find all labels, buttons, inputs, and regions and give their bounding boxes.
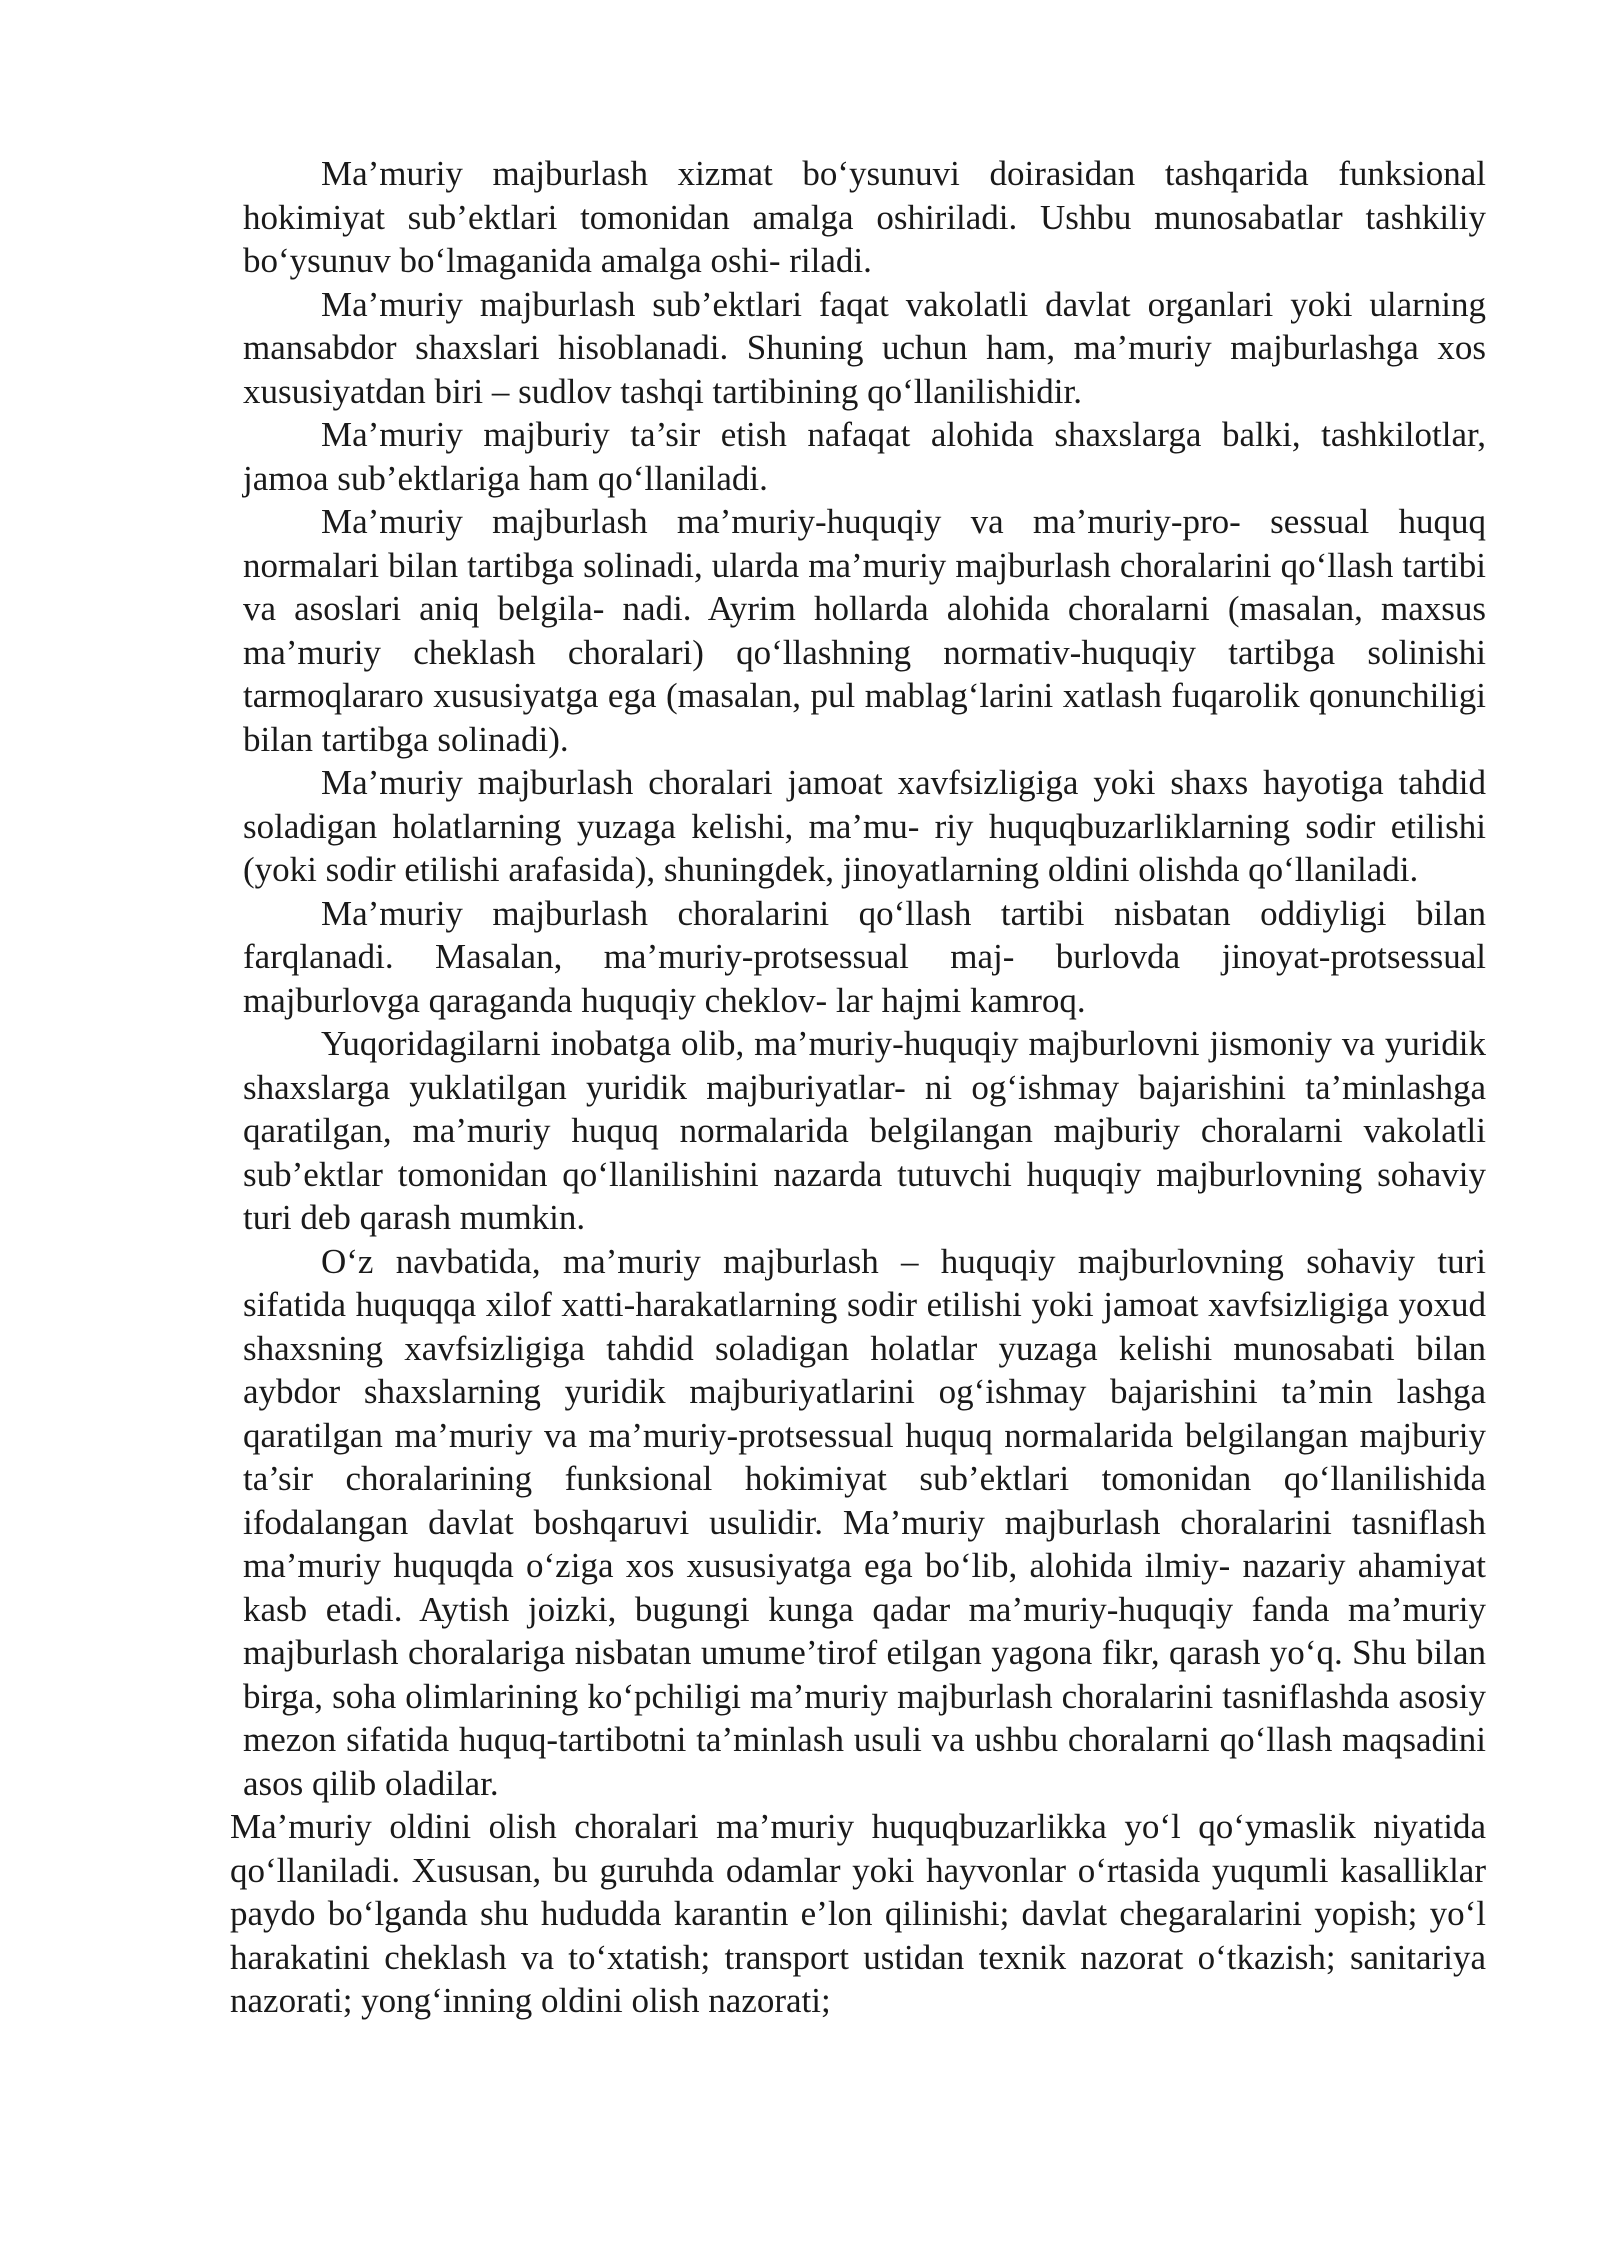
paragraph-3: Ma’muriy majburiy ta’sir etish nafaqat alohida shaxslarga balki, tashkilotlar, jamoa sub’ektlariga ham qo‘llaniladi.: [243, 415, 1486, 498]
paragraph-8: O‘z navbatida, ma’muriy majburlash – huquqiy majburlovning sohaviy turi sifatida huquqqa xilof xatti-harakatlarning sodir etilishi yoki jamoat xavfsizligiga yoxud shaxsning xavfsizligiga tahdid soladigan holatlar yuzaga kelishi munosabati bilan aybdor shaxslarning yuridik majburiyatlarini og‘ishmay bajarishini ta’min lashga qaratilgan ma’muriy va ma’muriy-protsessual huquq normalarida belgilangan majburiy ta’sir choralarining funksional hokimiyat sub’ektlari tomonidan qo‘llanilishida ifodalangan davlat boshqaruvi usulidir. Ma’muriy majburlash choralarini tasniflash ma’muriy huquqda o‘ziga xos xususiyatga ega bo‘lib, alohida ilmiy- nazariy ahamiyat kasb etadi. Aytish joizki, bugungi kunga qadar ma’muriy-huquqiy fanda ma’muriy majburlash choralariga nisbatan umume’tirof etilgan yagona fikr, qarash yo‘q. Shu bilan birga, soha olimlarining ko‘pchiligi ma’muriy majburlash choralarini tasniflashda asosiy mezon sifatida huquq-tartibotni ta’minlash usuli va ushbu choralarni qo‘llash maqsadini asos qilib oladilar.: [243, 1241, 1486, 1803]
paragraph-9: Ma’muriy oldini olish choralari ma’muriy huquqbuzarlikka yo‘l qo‘ymaslik niyatida qo‘llaniladi. Xususan, bu guruhda odamlar yoki hayvonlar o‘rtasida yuqumli kasalliklar paydo bo‘lganda shu hududda karantin e’lon qilinishi; davlat chegaralarini yopish; yo‘l harakatini cheklash va to‘xtatish; transport ustidan texnik nazorat o‘tkazish; sanitariya nazorati; yong‘inning oldini olish nazorati;: [230, 1807, 1486, 2020]
paragraph-5: Ma’muriy majburlash choralari jamoat xavfsizligiga yoki shaxs hayotiga tahdid soladigan holatlarning yuzaga kelishi, ma’mu- riy huquqbuzarliklarning sodir etilishi (yoki sodir etilishi arafasida), shuningdek, jinoyatlarning oldini olishda qo‘llaniladi.: [243, 763, 1486, 889]
paragraph-2: Ma’muriy majburlash sub’ektlari faqat vakolatli davlat organlari yoki ularning mansabdor shaxslari hisoblanadi. Shuning uchun ham, ma’muriy majburlashga xos xususiyatdan biri – sudlov tashqi tartibining qo‘llanilishidir.: [243, 284, 1486, 411]
paragraph-7: Yuqoridagilarni inobatga olib, ma’muriy-huquqiy majburlovni jismoniy va yuridik shaxslarga yuklatilgan yuridik majburiyatlar- ni og‘ishmay bajarishini ta’minlashga qaratilgan, ma’muriy huquq normalarida belgilangan majburiy choralarni vakolatli sub’ektlar tomonidan qo‘llanilishini nazarda tutuvchi huquqiy majburlovning sohaviy turi deb qarash mumkin.: [243, 1024, 1486, 1237]
paragraph-4: Ma’muriy majburlash ma’muriy-huquqiy va ma’muriy-pro- sessual huquq normalari bilan tartibga solinadi, ularda ma’muriy majburlash choralarini qo‘llash tartibi va asoslari aniq belgila- nadi. Ayrim hollarda alohida choralarni (masalan, maxsus ma’muriy cheklash choralari) qo‘llashning normativ-huquqiy tartibga solinishi tarmoqlararo xususiyatga ega (masalan, pul mablag‘larini xatlash fuqarolik qonunchiligi bilan tartibga solinadi).: [243, 502, 1486, 759]
document-body: [230, 152, 1486, 2023]
paragraph-1: Ma’muriy majburlash xizmat bo‘ysunuvi doirasidan tashqarida funksional hokimiyat sub’ektlari tomonidan amalga oshiriladi. Ushbu munosabatlar tashkiliy bo‘ysunuv bo‘lmaganida amalga oshi- riladi.: [243, 154, 1486, 280]
paragraph-6: Ma’muriy majburlash choralarini qo‘llash tartibi nisbatan oddiyligi bilan farqlanadi. Masalan, ma’muriy-protsessual maj- burlovda jinoyat-protsessual majburlovga qaraganda huquqiy cheklov- lar hajmi kamroq.: [243, 893, 1486, 1020]
